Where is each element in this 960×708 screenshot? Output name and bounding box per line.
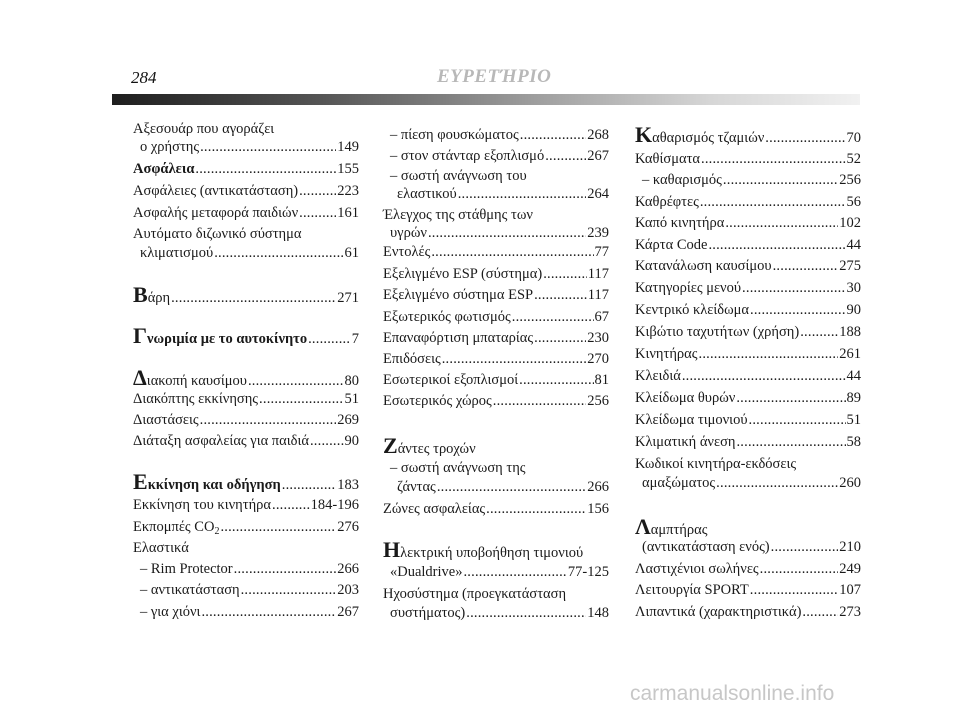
index-section-l: Λαμπτήρας <box>635 514 708 539</box>
section-letter: Δ <box>133 365 147 390</box>
index-entry[interactable]: υγρών ..... 239 <box>383 223 609 243</box>
index-entry[interactable]: Καθρέφτες ..... 56 <box>635 192 861 212</box>
index-entry[interactable]: Κεντρικό κλείδωμα ..... 90 <box>635 300 861 320</box>
watermark: carmanualsonline.info <box>630 682 835 705</box>
page-header-title: ΕΥΡΕΤΉΡΙΟ <box>437 66 552 87</box>
index-entry[interactable]: Καθίσματα ..... 52 <box>635 149 861 169</box>
section-letter: Γ <box>133 323 147 348</box>
section-letter: Κ <box>635 122 653 147</box>
index-entry[interactable]: Λειτουργία SPORT ..... 107 <box>635 580 861 600</box>
index-section-d[interactable]: Διακοπή καυσίμου ..... 80 <box>133 368 359 388</box>
index-section-g[interactable]: Γνωριμία με το αυτοκίνητο ..... 7 <box>133 326 359 346</box>
index-entry[interactable]: Καπό κινητήρα ..... 102 <box>635 213 861 233</box>
index-entry[interactable]: Κλείδωμα θυρών ..... 89 <box>635 388 861 408</box>
index-entry[interactable]: Κατανάλωση καυσίμου ..... 275 <box>635 256 861 276</box>
index-entry[interactable]: Εκπομπές $CO_2$ ..... 276 <box>133 517 359 537</box>
section-letter: Η <box>383 537 401 562</box>
index-entry[interactable]: Επαναφόρτιση μπαταρίας ..... 230 <box>383 328 609 348</box>
index-entry[interactable]: Κατηγορίες μενού ..... 30 <box>635 278 861 298</box>
index-entry[interactable]: Ασφάλειες (αντικατάσταση) ..... 223 <box>133 181 359 201</box>
index-entry[interactable]: Κιβώτιο ταχυτήτων (χρήση) ..... 188 <box>635 322 861 342</box>
index-entry[interactable]: – στον στάνταρ εξοπλισμό ..... 267 <box>383 146 609 166</box>
index-entry[interactable]: Εξελιγμένο ESP (σύστημα) ..... 117 <box>383 264 609 284</box>
index-entry[interactable]: Εξωτερικός φωτισμός ..... 67 <box>383 307 609 327</box>
index-entry[interactable]: ζάντας ..... 266 <box>383 477 609 497</box>
index-entry[interactable]: Εσωτερικοί εξοπλισμοί ..... 81 <box>383 370 609 390</box>
index-section-k[interactable]: Καθαρισμός τζαμιών ..... 70 <box>635 125 861 145</box>
page-number: 284 <box>131 68 157 87</box>
index-entry[interactable]: Εσωτερικός χώρος ..... 256 <box>383 391 609 411</box>
index-entry-line: Ελαστικά <box>133 540 189 556</box>
index-entry[interactable]: ελαστικού ..... 264 <box>383 184 609 204</box>
section-letter: Ε <box>133 469 148 494</box>
header-gradient-rule <box>112 94 860 105</box>
index-entry-line: Αυτόματο διζωνικό σύστημα <box>133 226 302 242</box>
index-section-h: Ηλεκτρική υποβοήθηση τιμονιού <box>383 537 584 562</box>
index-entry[interactable]: Επιδόσεις ..... 270 <box>383 349 609 369</box>
index-entry[interactable]: – Rim Protector ..... 266 <box>133 559 359 579</box>
index-section-b[interactable]: Βάρη ..... 271 <box>133 285 359 305</box>
index-entry[interactable]: Διακόπτης εκκίνησης ..... 51 <box>133 389 359 409</box>
section-letter: Ζ <box>383 433 398 458</box>
index-entry[interactable]: Εντολές ..... 77 <box>383 242 609 262</box>
index-entry[interactable]: Κλιματική άνεση ..... 58 <box>635 432 861 452</box>
index-entry-line: Κωδικοί κινητήρα-εκδόσεις <box>635 456 797 472</box>
section-letter: Λ <box>635 514 651 539</box>
index-entry[interactable]: συστήματος) ..... 148 <box>383 603 609 623</box>
index-entry[interactable]: Κλειδιά ..... 44 <box>635 366 861 386</box>
index-entry[interactable]: Ζώνες ασφαλείας ..... 156 <box>383 499 609 519</box>
index-entry[interactable]: αμαξώματος ..... 260 <box>635 473 861 493</box>
index-entry[interactable]: «Dualdrive» ..... 77-125 <box>383 562 609 582</box>
index-entry[interactable]: – πίεση φουσκώματος ..... 268 <box>383 125 609 145</box>
index-entry[interactable]: – καθαρισμός ..... 256 <box>635 170 861 190</box>
index-entry[interactable]: ο χρήστης ..... 149 <box>133 137 359 157</box>
index-entry[interactable]: κλιματισμού ..... 61 <box>133 243 359 263</box>
index-entry-line: Ηχοσύστημα (προεγκατάσταση <box>383 586 567 602</box>
section-letter: Β <box>133 282 148 307</box>
index-entry[interactable]: Κλείδωμα τιμονιού ..... 51 <box>635 410 861 430</box>
index-entry[interactable]: Διαστάσεις ..... 269 <box>133 410 359 430</box>
index-entry[interactable]: Διάταξη ασφαλείας για παιδιά ..... 90 <box>133 431 359 451</box>
index-entry[interactable]: Εξελιγμένο σύστημα ESP ..... 117 <box>383 285 609 305</box>
index-entry[interactable]: Λαστιχένιοι σωλήνες ..... 249 <box>635 559 861 579</box>
index-entry[interactable]: Ασφάλεια ..... 155 <box>133 159 359 179</box>
index-entry[interactable]: Κινητήρας ..... 261 <box>635 344 861 364</box>
index-entry[interactable]: – για χιόνι ..... 267 <box>133 602 359 622</box>
index-entry[interactable]: Κάρτα Code ..... 44 <box>635 235 861 255</box>
index-entry-line: Έλεγχος της στάθμης των <box>383 207 533 223</box>
index-entry[interactable]: – αντικατάσταση ..... 203 <box>133 580 359 600</box>
index-entry-line: Αξεσουάρ που αγοράζει <box>133 121 275 137</box>
index-entry-line: – σωστή ανάγνωση της <box>390 460 526 476</box>
index-entry[interactable]: (αντικατάσταση ενός) ..... 210 <box>635 537 861 557</box>
index-section-e[interactable]: Εκκίνηση και οδήγηση ..... 183 <box>133 472 359 492</box>
index-entry-line: – σωστή ανάγνωση του <box>390 168 527 184</box>
index-entry[interactable]: Λιπαντικά (χαρακτηριστικά) ..... 273 <box>635 602 861 622</box>
index-section-z: Ζάντες τροχών <box>383 433 476 458</box>
index-entry[interactable]: Εκκίνηση του κινητήρα ..... 184-196 <box>133 495 359 515</box>
index-entry[interactable]: Ασφαλής μεταφορά παιδιών ..... 161 <box>133 203 359 223</box>
